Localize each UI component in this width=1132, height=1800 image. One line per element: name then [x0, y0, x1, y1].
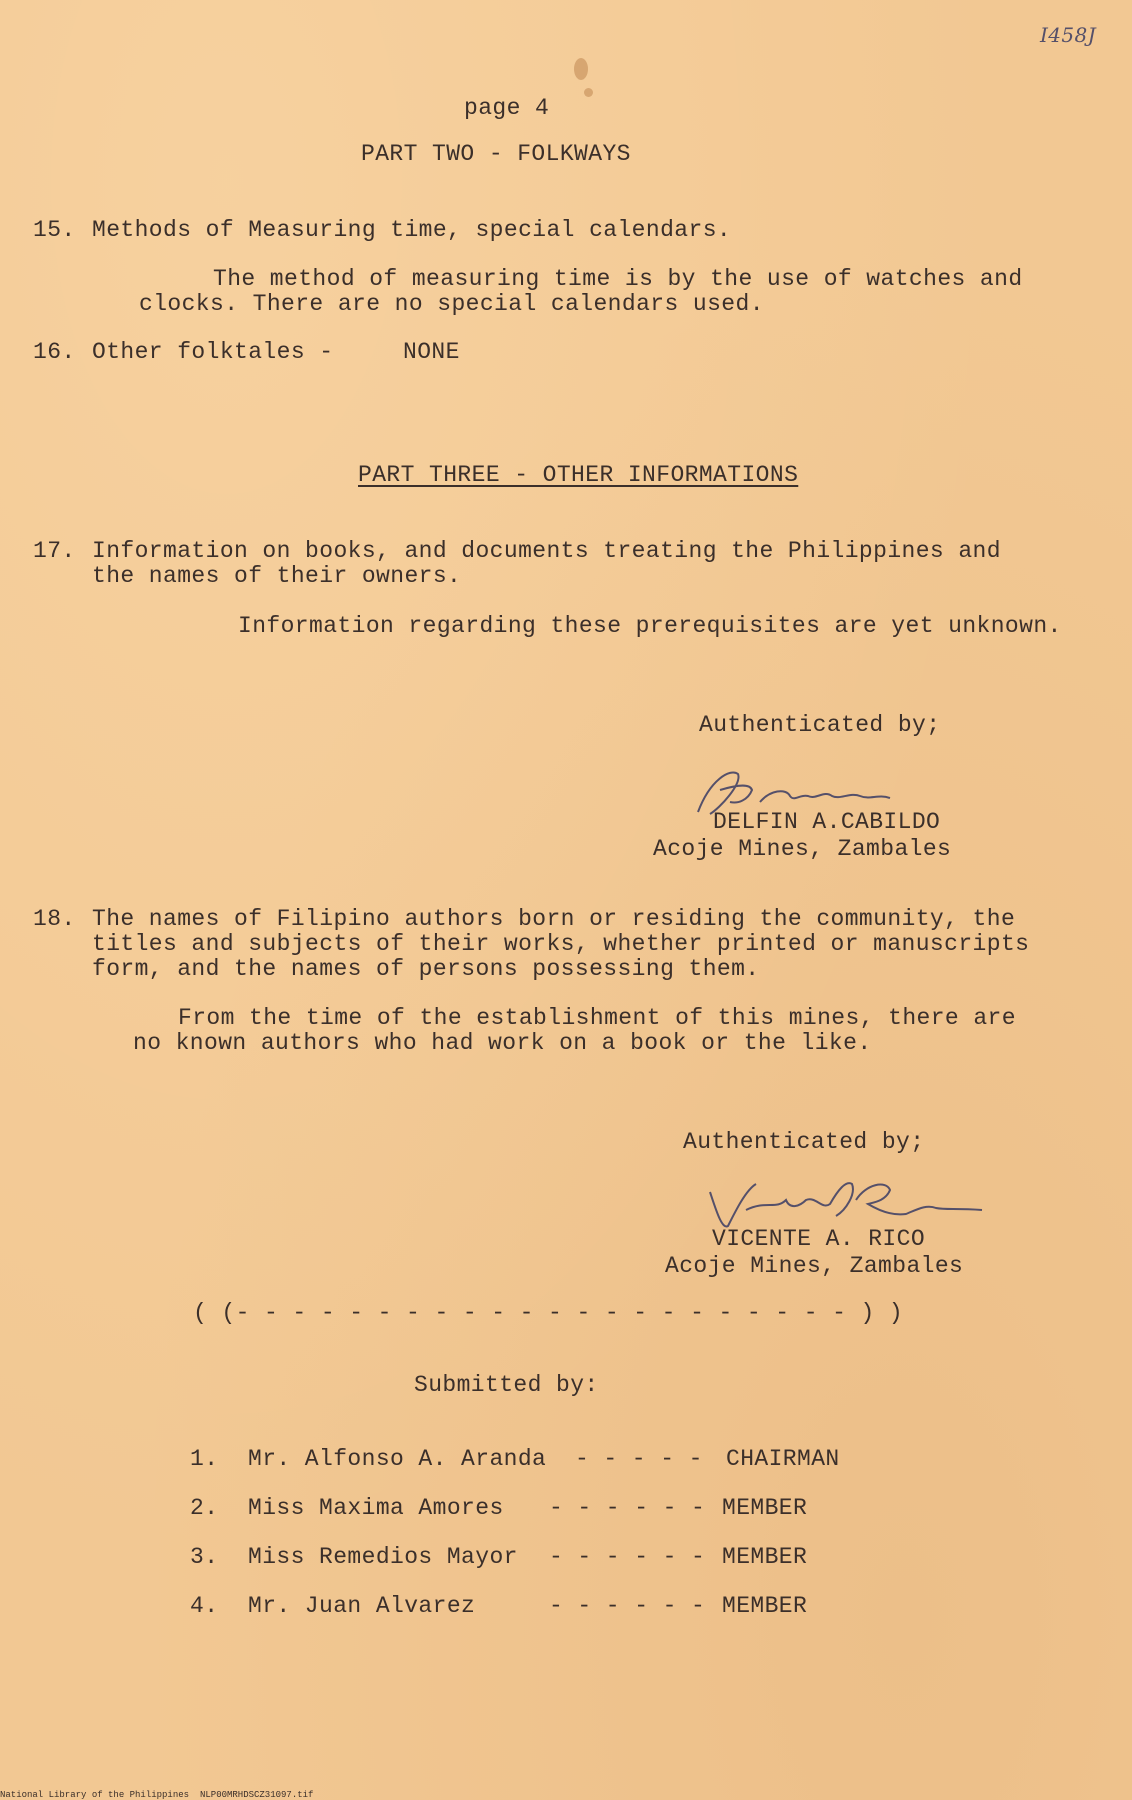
auth1-name: DELFIN A.CABILDO [713, 809, 941, 835]
auth1-place: Acoje Mines, Zambales [653, 836, 952, 862]
stain [574, 58, 588, 80]
member-number: 1. [190, 1446, 219, 1472]
footer-source: National Library of the Philippines [0, 1790, 190, 1800]
member-dashes: - - - - - - [549, 1495, 706, 1521]
item16-number: 16. [33, 339, 76, 365]
auth2-name: VICENTE A. RICO [712, 1226, 926, 1252]
archive-mark: I458J [1040, 23, 1097, 47]
divider-line: ( (- - - - - - - - - - - - - - - - - - - - - - ) ) [193, 1300, 904, 1326]
member-number: 3. [190, 1544, 219, 1570]
auth1-label: Authenticated by; [699, 712, 941, 738]
submitted-label: Submitted by: [414, 1372, 599, 1398]
member-role: MEMBER [722, 1544, 808, 1570]
item18-question-line3: form, and the names of persons possessing them. [92, 956, 760, 982]
part-two-title: PART TWO - FOLKWAYS [361, 141, 631, 167]
member-dashes: - - - - - - [549, 1593, 706, 1619]
member-name: Mr. Juan Alvarez [248, 1593, 476, 1619]
member-name: Miss Maxima Amores [248, 1495, 504, 1521]
footer-filename: NLP00MRHDSCZ31097.tif [200, 1790, 314, 1800]
auth2-place: Acoje Mines, Zambales [665, 1253, 964, 1279]
item15-answer-line2: clocks. There are no special calendars used. [139, 291, 764, 317]
member-role: MEMBER [722, 1593, 808, 1619]
auth2-label: Authenticated by; [683, 1129, 925, 1155]
part-three-title: PART THREE - OTHER INFORMATIONS [358, 462, 799, 488]
member-number: 4. [190, 1593, 219, 1619]
item18-question-line1: The names of Filipino authors born or residing the community, the [92, 906, 1016, 932]
item18-answer-line1: From the time of the establishment of this mines, there are [178, 1005, 1016, 1031]
item17-number: 17. [33, 538, 76, 564]
member-name: Miss Remedios Mayor [248, 1544, 518, 1570]
member-name: Mr. Alfonso A. Aranda [248, 1446, 547, 1472]
item18-number: 18. [33, 906, 76, 932]
item15-question: Methods of Measuring time, special calendars. [92, 217, 732, 243]
member-dashes: - - - - - - [549, 1544, 706, 1570]
item18-answer-line2: no known authors who had work on a book or the like. [133, 1030, 872, 1056]
member-dashes: - - - - - [575, 1446, 703, 1472]
page-label: page 4 [464, 95, 550, 121]
item17-question-line2: the names of their owners. [92, 563, 462, 589]
stain [584, 88, 593, 97]
item17-answer: Information regarding these prerequisites are yet unknown. [238, 613, 1062, 639]
member-role: CHAIRMAN [726, 1446, 840, 1472]
item15-answer-line1: The method of measuring time is by the use of watches and [213, 266, 1023, 292]
item16-answer: NONE [403, 339, 460, 365]
member-number: 2. [190, 1495, 219, 1521]
item16-question: Other folktales - [92, 339, 334, 365]
item17-question-line1: Information on books, and documents treating the Philippines and [92, 538, 1001, 564]
member-role: MEMBER [722, 1495, 808, 1521]
item18-question-line2: titles and subjects of their works, whether printed or manuscripts [92, 931, 1030, 957]
item15-number: 15. [33, 217, 76, 243]
